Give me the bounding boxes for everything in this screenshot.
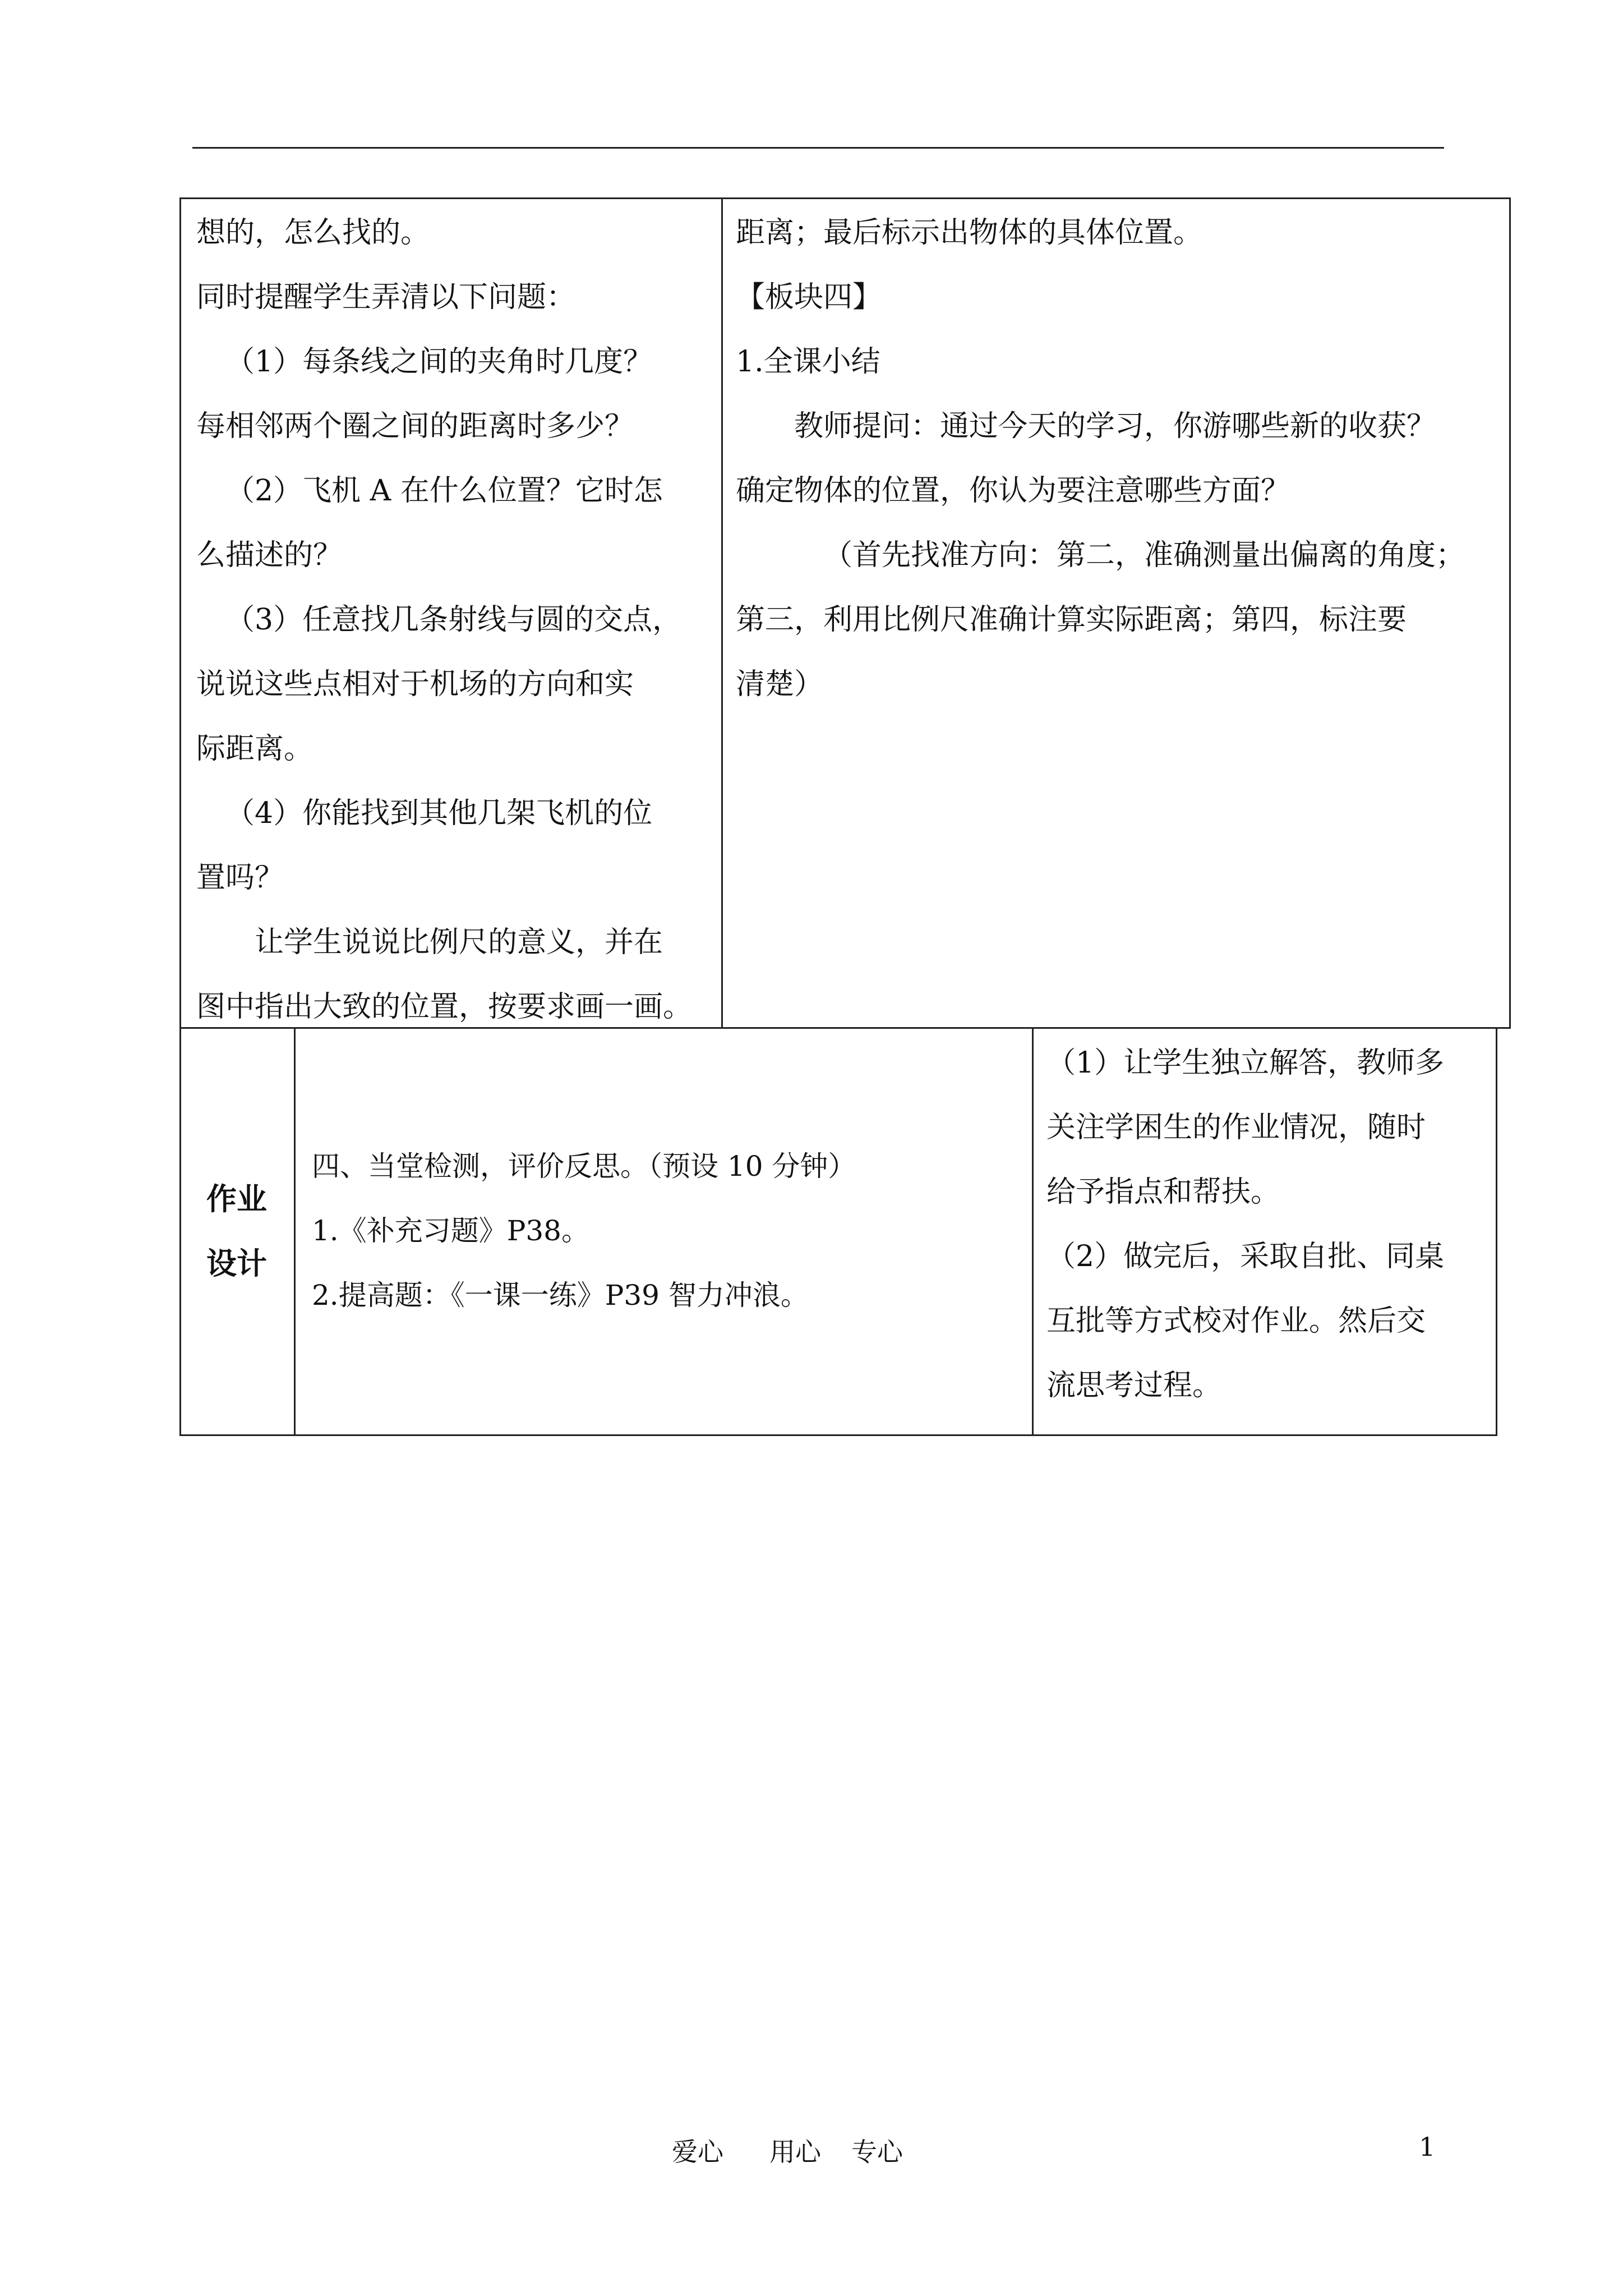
text-line: （2）做完后，采取自批、同桌 bbox=[1046, 1240, 1445, 1273]
text-line: 同时提醒学生弄清以下问题： bbox=[196, 280, 576, 314]
homework-divider-1 bbox=[294, 1029, 296, 1436]
text-line: 教师提问：通过今天的学习，你游哪些新的收获？ bbox=[794, 409, 1436, 443]
text-line: 每相邻两个圈之间的距离时多少？ bbox=[196, 409, 634, 443]
text-line: 1.全课小结 bbox=[736, 345, 880, 379]
text-line: 想的，怎么找的。 bbox=[196, 216, 430, 250]
text-line: 互批等方式校对作业。然后交 bbox=[1046, 1304, 1426, 1338]
text-line: （2）飞机 A 在什么位置？它时怎 bbox=[225, 474, 663, 508]
text-line: 确定物体的位置，你认为要注意哪些方面？ bbox=[736, 474, 1290, 508]
student-activity-cell bbox=[736, 201, 1465, 717]
footer-slogan-1: 爱心 bbox=[672, 2137, 723, 2167]
label-line: 作业 bbox=[206, 1181, 267, 1217]
text-line: （1）让学生独立解答，教师多 bbox=[1046, 1046, 1445, 1080]
text-line: 距离；最后标示出物体的具体位置。 bbox=[736, 216, 1203, 250]
text-line: 让学生说说比例尺的意义，并在 bbox=[255, 926, 663, 959]
homework-label bbox=[181, 1167, 293, 1296]
text-line: 第三，利用比例尺准确计算实际距离；第四，标注要 bbox=[736, 603, 1407, 637]
section-heading: 【板块四】 bbox=[736, 280, 882, 314]
text-line: 际距离。 bbox=[196, 732, 313, 766]
text-line: 么描述的？ bbox=[196, 539, 343, 572]
homework-content bbox=[312, 1134, 856, 1328]
footer-slogan-3: 专心 bbox=[851, 2137, 903, 2167]
page-number: 1 bbox=[1419, 2132, 1436, 2162]
text-line: 流思考过程。 bbox=[1046, 1369, 1222, 1402]
text-line: （首先找准方向：第二，准确测量出偏离的角度； bbox=[823, 539, 1465, 572]
footer-slogan-2: 用心 bbox=[769, 2137, 821, 2167]
label-line: 设计 bbox=[206, 1245, 267, 1281]
text-line: （3）任意找几条射线与圆的交点， bbox=[225, 603, 682, 637]
lesson-table-divider bbox=[721, 197, 723, 1029]
text-line: 关注学困生的作业情况，随时 bbox=[1046, 1111, 1426, 1144]
text-line: 清楚） bbox=[736, 668, 824, 701]
text-line: 1.《补充习题》P38。 bbox=[312, 1214, 589, 1247]
text-line: 置吗？ bbox=[196, 861, 284, 895]
text-line: 四、当堂检测，评价反思。（预设 10 分钟） bbox=[312, 1150, 856, 1182]
text-line: 说说这些点相对于机场的方向和实 bbox=[196, 668, 634, 701]
text-line: 给予指点和帮扶。 bbox=[1046, 1175, 1280, 1209]
homework-notes bbox=[1046, 1031, 1444, 1418]
teacher-activity-cell bbox=[196, 201, 692, 1039]
text-line: （1）每条线之间的夹角时几度？ bbox=[225, 345, 653, 379]
header-rule bbox=[192, 147, 1444, 149]
text-line: （4）你能找到其他几架飞机的位 bbox=[225, 797, 653, 830]
text-line: 图中指出大致的位置，按要求画一画。 bbox=[196, 990, 693, 1024]
homework-divider-2 bbox=[1032, 1029, 1034, 1436]
text-line: 2.提高题：《一课一练》P39 智力冲浪。 bbox=[312, 1279, 809, 1312]
